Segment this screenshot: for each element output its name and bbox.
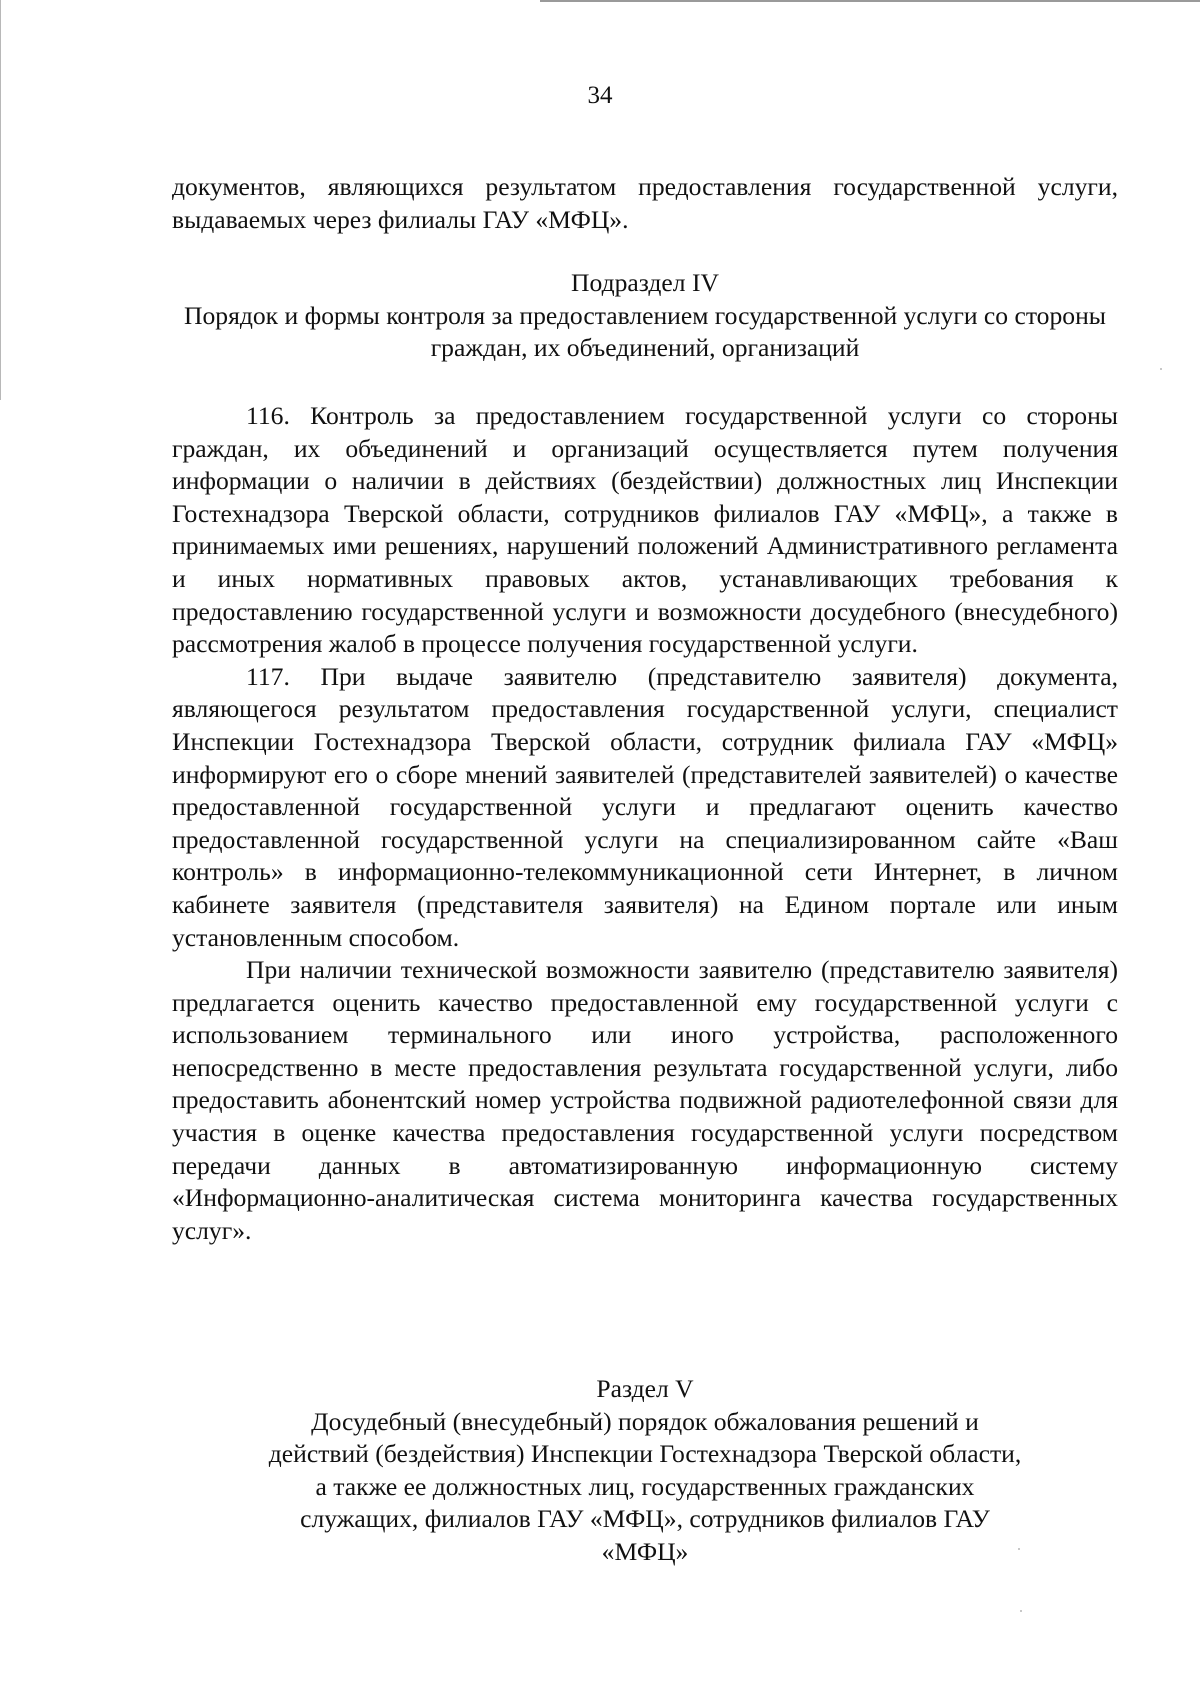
- section-label: Раздел V: [596, 1374, 694, 1403]
- section-heading: [172, 1373, 1118, 1569]
- scan-speck: [1160, 368, 1162, 370]
- continuation-paragraph: [172, 171, 1118, 236]
- scan-speck: [1018, 1548, 1020, 1550]
- paragraph-116: 116. Контроль за предоставлением государственной услуги со стороны граждан, их объединений и организаций осуществляется путем получения информации о наличии в действиях (бездействии) должностных лиц Инспекции Гостехнадзора Тверской области, сотрудников филиалов ГАУ «МФЦ», а также в принимаемых ими решениях, нарушений положений Административного регламента и иных нормативных правовых актов, устанавливающих требования к предоставлению государственной услуги и возможности досудебного (внесудебного) рассмотрения жалоб в процессе получения государственной услуги.: [172, 401, 1118, 659]
- scan-speck: [1020, 1610, 1022, 1612]
- paragraph-group: [172, 400, 1118, 1247]
- subsection-label: Подраздел IV: [571, 268, 719, 297]
- section-title: Досудебный (внесудебный) порядок обжалования решений и действий (бездействия) Инспекции Гостехнадзора Тверской области, а также ее должностных лиц, государственных гражданских служащих, филиалов ГАУ «МФЦ», сотрудников филиалов ГАУ «МФЦ»: [268, 1406, 1022, 1566]
- subsection-title: Порядок и формы контроля за предоставлением государственной услуги со стороны граждан, их объединений, организаций: [184, 300, 1106, 363]
- paragraph-117: 117. При выдаче заявителю (представителю заявителя) документа, являющегося результатом предоставления государственной услуги, специалист Инспекции Гостехнадзора Тверской области, сотрудник филиала ГАУ «МФЦ» информируют его о сборе мнений заявителей (представителей заявителей) о качестве предоставленной государственной услуги и предлагают оценить качество предоставленной государственной услуги на специализированном сайте «Ваш контроль» в информационно-телекоммуникационной сети Интернет, в личном кабинете заявителя (представителя заявителя) на Едином портале или иным установленным способом.: [172, 661, 1118, 952]
- paragraph-117-continued: При наличии технической возможности заявителю (представителю заявителя) предлагается оценить качество предоставленной ему государственной услуги с использованием терминального или иного устройства, расположенного непосредственно в месте предоставления результата государственной услуги, либо предоставить абонентский номер устройства подвижной радиотелефонной связи для участия в оценке качества предоставления государственной услуги посредством передачи данных в автоматизированную информационную систему «Информационно-аналитическая система мониторинга качества государственных услуг».: [172, 955, 1118, 1245]
- scan-top-border: [540, 0, 1200, 2]
- subsection-heading: [172, 267, 1118, 365]
- page-number: 34: [587, 82, 613, 109]
- scan-left-border: [0, 0, 1, 400]
- continuation-text: документов, являющихся результатом предоставления государственной услуги, выдаваемых через филиалы ГАУ «МФЦ».: [172, 172, 1118, 234]
